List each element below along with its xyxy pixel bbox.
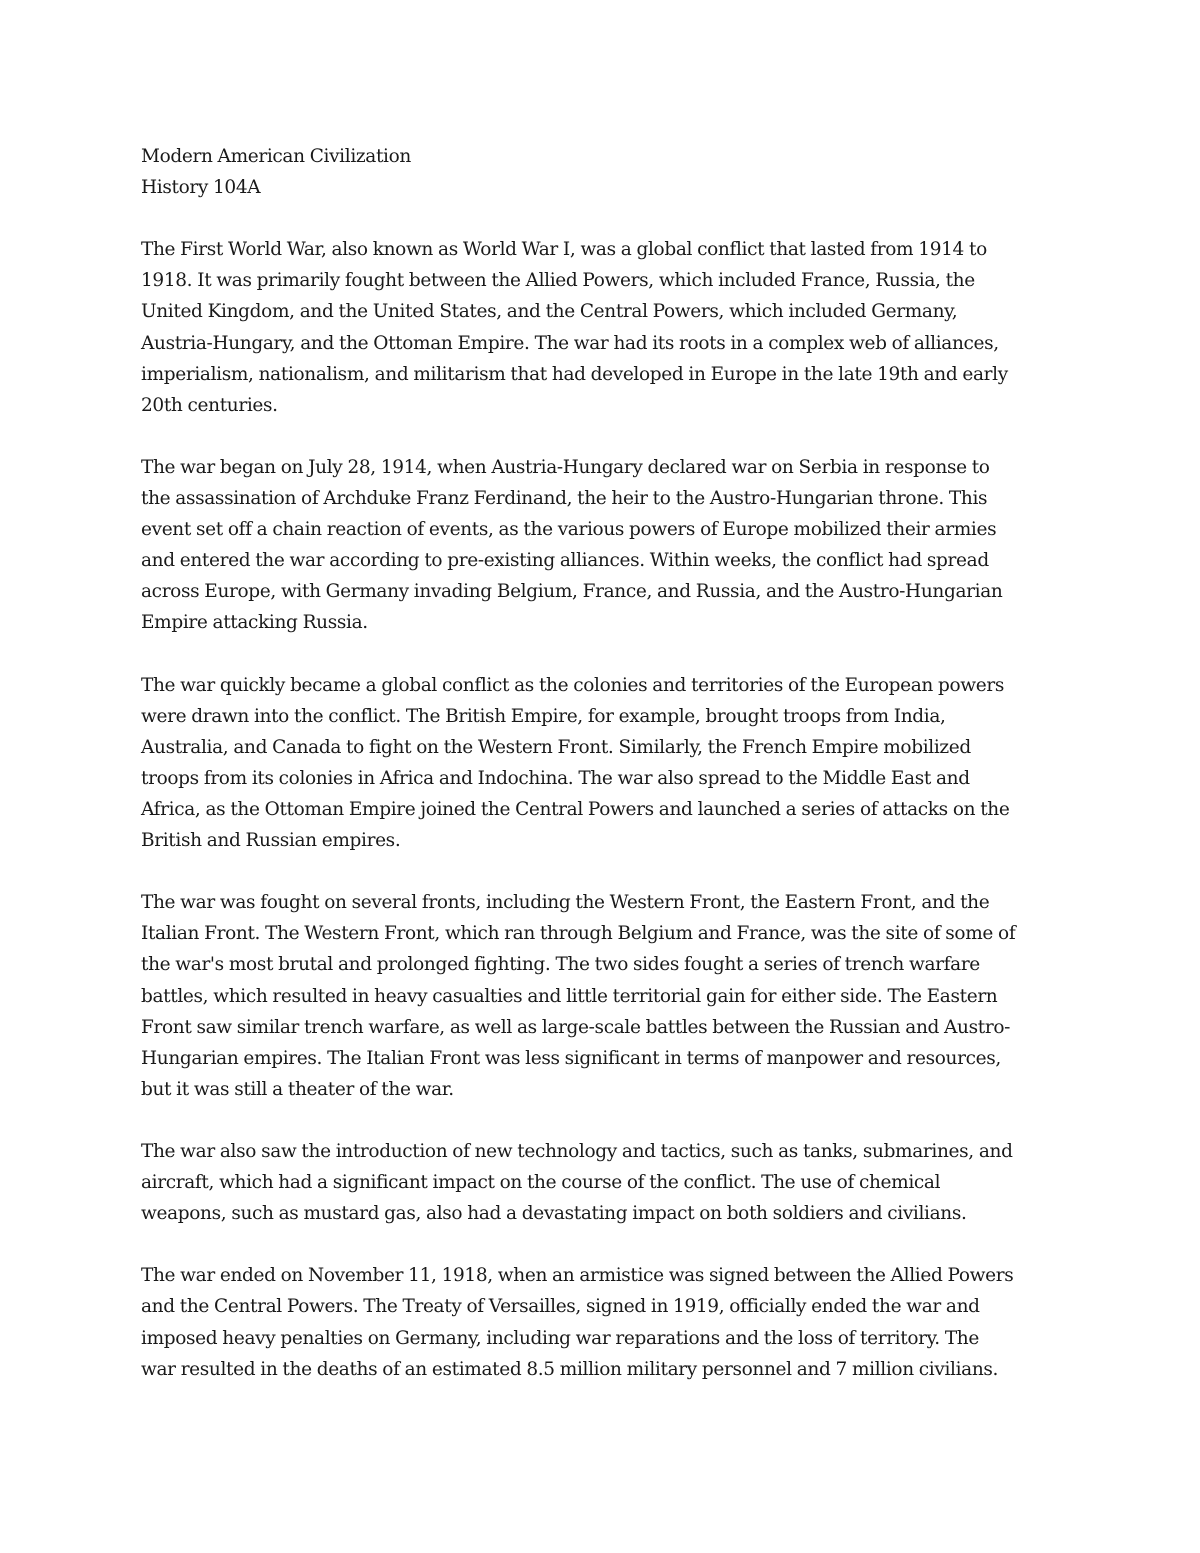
- paragraph-fronts: [141, 887, 1061, 1105]
- text-line: Italian Front. The Western Front, which ran through Belgium and France, was the site of some of: [141, 923, 1016, 945]
- text-line: event set off a chain reaction of events, as the various powers of Europe mobilized their armies: [141, 519, 997, 541]
- header-spacer: [141, 203, 1061, 234]
- text-line: The war ended on November 11, 1918, when an armistice was signed between the Allied Powers: [141, 1265, 1014, 1287]
- text-line: Front saw similar trench warfare, as well as large-scale battles between the Russian and Austro-: [141, 1016, 1011, 1038]
- text-line: The war was fought on several fronts, including the Western Front, the Eastern Front, and the: [141, 892, 990, 914]
- text-line: 1918. It was primarily fought between the Allied Powers, which included France, Russia, the: [141, 270, 975, 292]
- text-line: The war also saw the introduction of new technology and tactics, such as tanks, submarines, and: [141, 1141, 1013, 1162]
- text-line: 20th centuries.: [141, 394, 278, 416]
- paragraph-war-ended: [141, 1260, 1061, 1384]
- text-line: imperialism, nationalism, and militarism that had developed in Europe in the late 19th and early: [141, 363, 1008, 385]
- course-number: History 104A: [141, 177, 261, 199]
- text-line: were drawn into the conflict. The British Empire, for example, brought troops from India,: [141, 705, 946, 727]
- paragraph-intro: [141, 234, 1061, 421]
- document-body: [141, 141, 1061, 1416]
- text-line: weapons, such as mustard gas, also had a devastating impact on both soldiers and civilians.: [141, 1203, 967, 1225]
- text-line: United Kingdom, and the United States, and the Central Powers, which included Germany,: [141, 301, 958, 323]
- text-line: war resulted in the deaths of an estimated 8.5 million military personnel and 7 million civilians.: [141, 1358, 999, 1380]
- text-line: British and Russian empires.: [141, 830, 401, 852]
- text-line: Empire attacking Russia.: [141, 612, 368, 634]
- text-line: Australia, and Canada to fight on the Western Front. Similarly, the French Empire mobilized: [141, 736, 971, 758]
- text-line: battles, which resulted in heavy casualties and little territorial gain for either side. The Eastern: [141, 985, 998, 1007]
- text-line: Austria-Hungary, and the Ottoman Empire. The war had its roots in a complex web of alliances,: [141, 332, 999, 354]
- text-line: and entered the war according to pre-existing alliances. Within weeks, the conflict had spread: [141, 550, 989, 572]
- text-line: and the Central Powers. The Treaty of Versailles, signed in 1919, officially ended the war and: [141, 1296, 980, 1318]
- text-line: Hungarian empires. The Italian Front was less significant in terms of manpower and resources,: [141, 1047, 1001, 1069]
- paragraph-war-began: [141, 452, 1061, 639]
- text-line: The First World War, also known as World War I, was a global conflict that lasted from 1914 to: [141, 239, 987, 261]
- text-line: imposed heavy penalties on Germany, including war reparations and the loss of territory. The: [141, 1327, 979, 1349]
- text-line: The war quickly became a global conflict as the colonies and territories of the European powers: [141, 674, 1004, 696]
- text-line: aircraft, which had a significant impact on the course of the conflict. The use of chemical: [141, 1172, 941, 1194]
- text-line: the assassination of Archduke Franz Ferdinand, the heir to the Austro-Hungarian throne. This: [141, 488, 988, 510]
- text-line: The war began on July 28, 1914, when Austria-Hungary declared war on Serbia in response to: [141, 456, 990, 478]
- text-line: Africa, as the Ottoman Empire joined the Central Powers and launched a series of attacks on the: [141, 798, 1010, 820]
- text-line: troops from its colonies in Africa and Indochina. The war also spread to the Middle East and: [141, 767, 970, 789]
- text-line: but it was still a theater of the war.: [141, 1078, 454, 1100]
- text-line: across Europe, with Germany invading Belgium, France, and Russia, and the Austro-Hungarian: [141, 581, 1003, 603]
- course-title: Modern American Civilization: [141, 146, 411, 167]
- paragraph-global-conflict: [141, 670, 1061, 857]
- paragraph-technology: [141, 1136, 1061, 1229]
- text-line: the war's most brutal and prolonged fighting. The two sides fought a series of trench warfare: [141, 954, 980, 976]
